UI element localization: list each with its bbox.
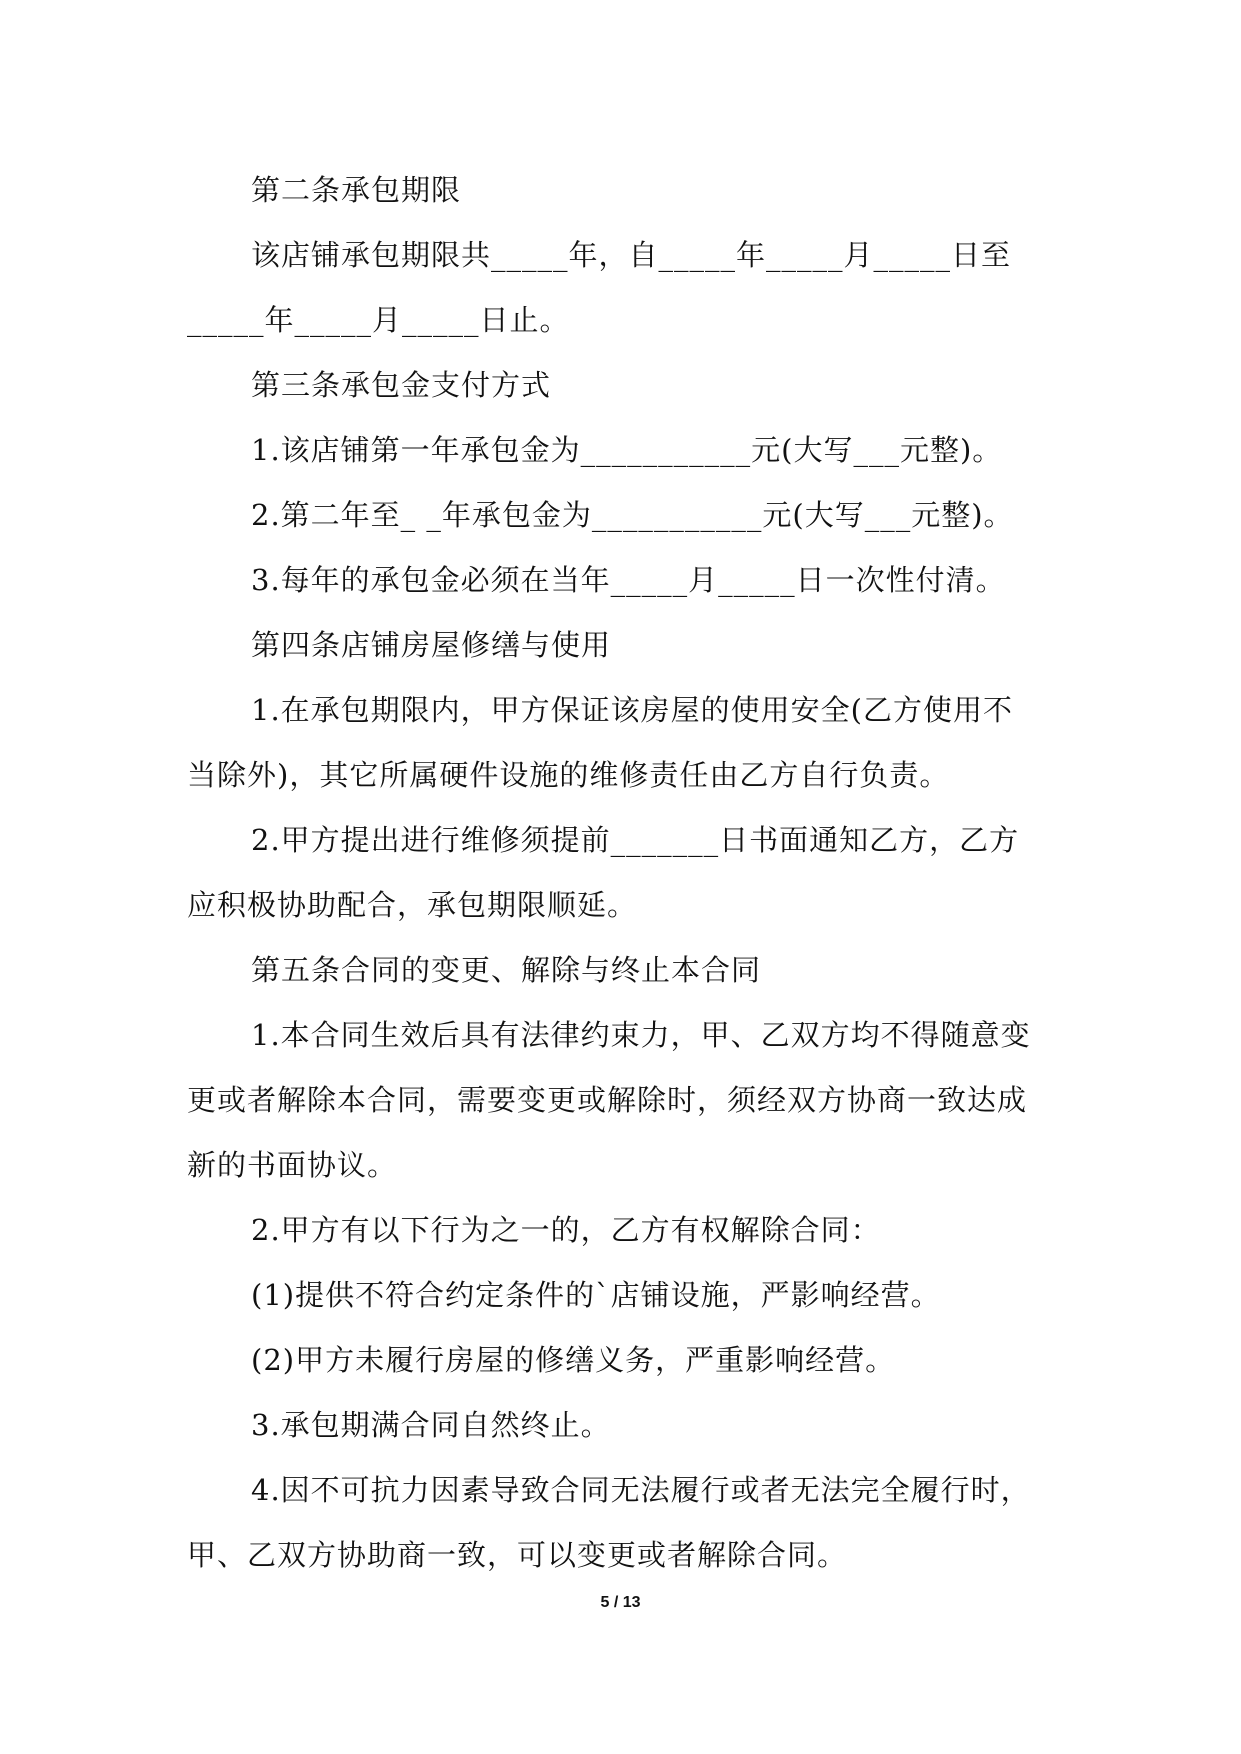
article-2-heading: 第二条承包期限 bbox=[251, 173, 462, 207]
article-5-heading: 第五条合同的变更、解除与终止本合同 bbox=[251, 953, 762, 987]
article-4-item-1-line-2: 当除外)，其它所属硬件设施的维修责任由乙方自行负责。 bbox=[187, 758, 950, 792]
article-5-item-4-line-2: 甲、乙双方协助商一致，可以变更或者解除合同。 bbox=[187, 1538, 848, 1572]
article-5-item-1-line-3: 新的书面协议。 bbox=[187, 1148, 398, 1182]
article-5-item-1-line-1: 1.本合同生效后具有法律约束力，甲、乙双方均不得随意变 bbox=[251, 1018, 1031, 1052]
article-5-item-2-sub-1: (1)提供不符合约定条件的`店铺设施，严影响经营。 bbox=[251, 1278, 941, 1312]
article-4-item-2-line-1: 2.甲方提出进行维修须提前_______日书面通知乙方，乙方 bbox=[251, 823, 1020, 857]
article-2-text-line-1: 该店铺承包期限共_____年，自_____年_____月_____日至 bbox=[251, 238, 1012, 272]
article-5-item-4-line-1: 4.因不可抗力因素导致合同无法履行或者无法完全履行时， bbox=[251, 1473, 1031, 1507]
document-body bbox=[187, 158, 1057, 1588]
article-3-item-2: 2.第二年至_ _年承包金为___________元(大写___元整)。 bbox=[251, 498, 1014, 532]
page-number: 5 / 13 bbox=[600, 1594, 641, 1611]
article-5-item-2-sub-2: (2)甲方未履行房屋的修缮义务，严重影响经营。 bbox=[251, 1343, 896, 1377]
article-4-item-1-line-1: 1.在承包期限内，甲方保证该房屋的使用安全(乙方使用不 bbox=[251, 693, 1013, 727]
article-3-heading: 第三条承包金支付方式 bbox=[251, 368, 552, 402]
article-5-item-3: 3.承包期满合同自然终止。 bbox=[251, 1408, 611, 1442]
article-2-text-line-2: _____年_____月_____日止。 bbox=[187, 303, 570, 337]
article-5-item-1-line-2: 更或者解除本合同，需要变更或解除时，须经双方协商一致达成 bbox=[187, 1083, 1028, 1117]
article-4-heading: 第四条店铺房屋修缮与使用 bbox=[251, 628, 612, 662]
article-3-item-1: 1.该店铺第一年承包金为___________元(大写___元整)。 bbox=[251, 433, 1003, 467]
article-4-item-2-line-2: 应积极协助配合，承包期限顺延。 bbox=[187, 888, 638, 922]
article-5-item-2: 2.甲方有以下行为之一的，乙方有权解除合同： bbox=[251, 1213, 881, 1247]
article-3-item-3: 3.每年的承包金必须在当年_____月_____日一次性付清。 bbox=[251, 563, 1006, 597]
